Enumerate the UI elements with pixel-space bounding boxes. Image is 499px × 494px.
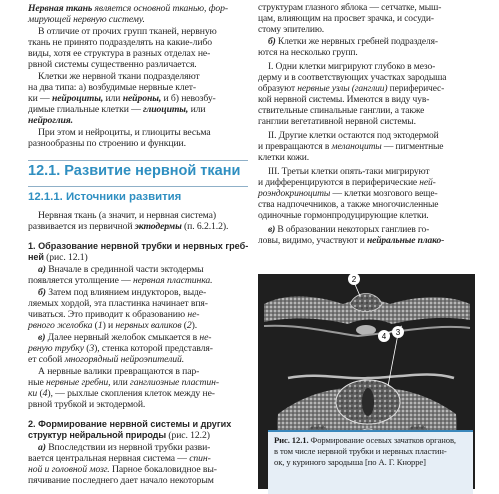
body-line: ной и головной мозг. Парное бокаловидное вы- [28,464,217,475]
body-line: ствительные спинальные ганглии, а также [258,106,425,116]
body-line: и дифференцируются в периферические ней- [258,178,436,188]
body-line: ются на несколько групп. [258,48,358,58]
body-line: образуют нервные узлы (ганглии) периферичес- [258,84,445,94]
body-line: б) Затем под влиянием индукторов, выде- [38,287,207,298]
body-line: клетки кожи. [258,153,310,163]
section-divider [28,160,248,161]
body-line: цам, влияющим на просвет зрачка, и сосуди- [258,14,434,24]
body-line: стому эпителию. [258,25,325,35]
body-line: развивается из первичной эктодермы (п. 6.2.1.2). [28,221,229,232]
intro-line: димые глиальные клетки — глиоциты, или [28,104,206,115]
item-heading: 1. Образование нервной трубки и нервных греб- [28,241,249,251]
body-line: I. Одни клетки мигрируют глубоко в мезо- [268,62,436,72]
figure-caption [268,430,473,494]
intro-line: ки — нейроциты, или нейроны, и б) невозбу- [28,93,216,104]
item-heading: 2. Формирование нервной системы и других [28,419,232,429]
intro-line: мирующей нервную систему. [28,14,145,25]
body-line: б) Клетки же нервных гребней подразделя- [268,37,438,47]
intro-line: разнообразны по строению и функции. [28,138,186,149]
item-heading: структур нейральной природы (рис. 12.2) [28,430,210,441]
body-line: кой нервной системы. Имеются в виду чув- [258,95,430,105]
intro-line: рвной системы существенно различается. [28,59,197,70]
section-title: 12.1. Развитие нервной ткани [28,163,241,179]
intro-line: ткань не принято подразделять на какие-либо [28,37,212,48]
body-line: рвную трубку (3), стенка которой представля- [28,343,213,354]
term-nervous-tissue: Нервная ткань [28,3,93,14]
caption-line: в том числе нервной трубки и нервных пластин- [274,446,447,456]
body-line: чиваться. Это приводит к образованию не- [28,309,200,320]
body-line: ки (4), — рыхлые скопления клеток между не- [28,388,215,399]
intro-line: виды, хотя ее структура в разных отделах не- [28,48,211,59]
caption-line: ок, у куриного зародыша [по А. Г. Кнорре] [274,457,426,467]
body-line: одиночные гормонпродуцирующие клетки. [258,211,429,221]
body-line: Нервная ткань (а значит, и нервная система) [38,210,216,221]
body-line: в) Далее нервный желобок смыкается в не- [38,332,212,343]
body-line: появляется утолщение — нервная пластинка. [28,275,213,286]
figure-label-3: 3 [395,328,401,337]
figure-label-4: 4 [381,332,387,341]
intro-line: В отличие от прочих групп тканей, нервную [38,26,217,37]
body-line: ляемых хордой, эта пластинка начинает впя- [28,298,208,309]
body-line: ловы, видимо, участвуют и нейральные плако- [258,236,445,246]
body-line: роэндокриноциты — клетки мозгового веще- [258,189,438,199]
body-line: рвной трубкой и эктодермой. [28,399,146,410]
intro-line: Нервная ткань является основной тканью, фор- [28,3,228,14]
body-line: и превращаются в меланоциты — пигментные [258,142,444,152]
body-line: в) В образовании некоторых ганглиев го- [268,225,430,235]
body-line: вается центральная нервная система — спин- [28,453,211,464]
body-line: структурам глазного яблока — сетчатке, мыш- [258,3,442,13]
intro-line: на два типа: а) возбудимые нервные клет- [28,82,197,93]
body-line: дерму и в соответствующих участках зародыша [258,73,447,83]
body-line: ет собой многорядный нейроэпителий. [28,354,185,365]
intro-line: При этом и нейроциты, и глиоциты весьма [38,127,211,138]
body-line: ства надпочечников, а также многочисленные [258,200,439,210]
body-line: II. Другие клетки остаются под эктодермой [268,131,439,141]
body-line: рвного желобка (1) и нервных валиков (2). [28,320,198,331]
body-line: ганглии вегетативной нервной системы. [258,117,416,127]
item-heading: ней (рис. 12.1) [28,252,88,263]
body-line: а) Вначале в срединной части эктодермы [38,264,204,275]
body-line: III. Третьи клетки опять-таки мигрируют [268,167,430,177]
body-line: а) Впоследствии из нервной трубки разви- [38,442,211,453]
body-line: ные нервные гребни, или ганглиозные пластин- [28,377,219,388]
caption-line: Рис. 12.1. Формирование осевых зачатков органов, [274,435,456,445]
body-line: А нервные валики превращаются в пар- [38,366,200,377]
intro-line: нейроглия. [28,115,73,126]
figure-label-2: 2 [351,275,357,284]
subsection-title: 12.1.1. Источники развития [28,191,182,203]
body-line: пячивание последнего дает начало некоторым [28,475,214,486]
intro-line: Клетки же нервной ткани подразделяют [38,71,200,82]
section-divider [28,186,248,187]
